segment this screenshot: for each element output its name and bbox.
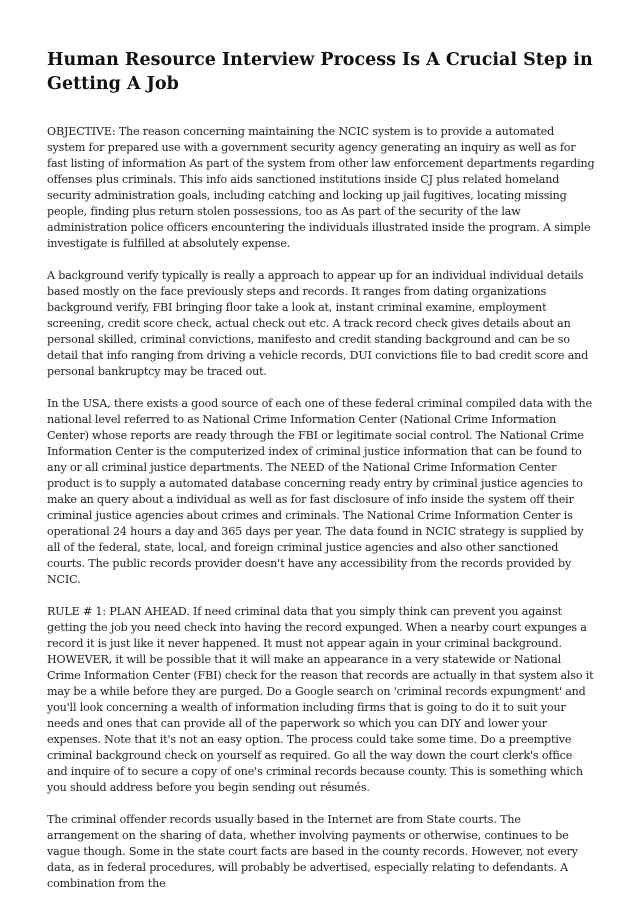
paragraph-rule-1: RULE # 1: PLAN AHEAD. If need criminal data that you simply think can prevent you against getting the job you need check into having the record expunged. When a nearby court expunges a record it is just like it never happened. It must not appear again in your criminal background. HOWEVER, it will be possible that it will make an appearance in a very statewide or National Crime Information Center (FBI) check for the reason that records are actually in that system also it may be a while before they are purged. Do a Google search on 'criminal records expungment' and you'll look concerning a wealth of information including firms that is going to do it to suit your needs and ones that can provide all of the paperwork so which you can DIY and lower your expenses. Note that it's not an easy option. The process could take some time. Do a preemptive criminal background check on yourself as required. Go all the way down the court clerk's office and inquire of to secure a copy of one's criminal records because county. This is something which you should address before you begin sending out résumés. <box>47 605 594 794</box>
paragraph-ncic: In the USA, there exists a good source of each one of these federal criminal compiled data with the national level referred to as National Crime Information Center (National Crime Information Center) whose reports are ready through the FBI or legitimate social control. The National Crime Information Center is the computerized index of criminal justice information that can be found to any or all criminal justice departments. The NEED of the National Crime Information Center product is to supply a automated database concerning ready entry by criminal justice agencies to make an query about a individual as well as for fast disclosure of info inside the system off their criminal justice agencies about crimes and criminals. The National Crime Information Center is operational 24 hours a day and 365 days per year. The data found in NCIC strategy is supplied by all of the federal, state, local, and foreign criminal justice agencies and also other sanctioned courts. The public records provider doesn't have any accessibility from the records provided by NCIC. <box>47 397 592 586</box>
paragraph-background-verify: A background verify typically is really a approach to appear up for an individual individual details based mostly on the face previously steps and records. It ranges from dating organizations background verify, FBI bringing floor take a look at, instant criminal examine, employment screening, credit score check, actual check out etc. A track record check gives details about an personal skilled, criminal convictions, manifesto and credit standing background and can be so detail that info ranging from driving a vehicle records, DUI convictions file to bad credit score and personal bankruptcy may be traced out. <box>47 269 589 378</box>
paragraph-state-courts: The criminal offender records usually based in the Internet are from State courts. The arrangement on the sharing of data, whether involving payments or otherwise, continues to be vague though. Some in the state court facts are based in the county records. However, not every data, as in federal procedures, will probably be advertised, especially relating to defendants. A combination from the <box>47 813 578 890</box>
document-title: Human Resource Interview Process Is A Crucial Step in Getting A Job <box>47 50 593 94</box>
paragraph-objective: OBJECTIVE: The reason concerning maintaining the NCIC system is to provide a automated system for prepared use with a government security agency generating an inquiry as well as for fast listing of information As part of the system from other law enforcement departments regarding offenses plus criminals. This info aids sanctioned institutions inside CJ plus related homeland security administration goals, including catching and locking up jail fugitives, locating missing people, finding plus return stolen possessions, too as As part of the security of the law administration police officers encountering the individuals illustrated inside the program. A simple investigate is fulfilled at absolutely expense. <box>47 125 595 250</box>
document-page <box>47 48 595 908</box>
